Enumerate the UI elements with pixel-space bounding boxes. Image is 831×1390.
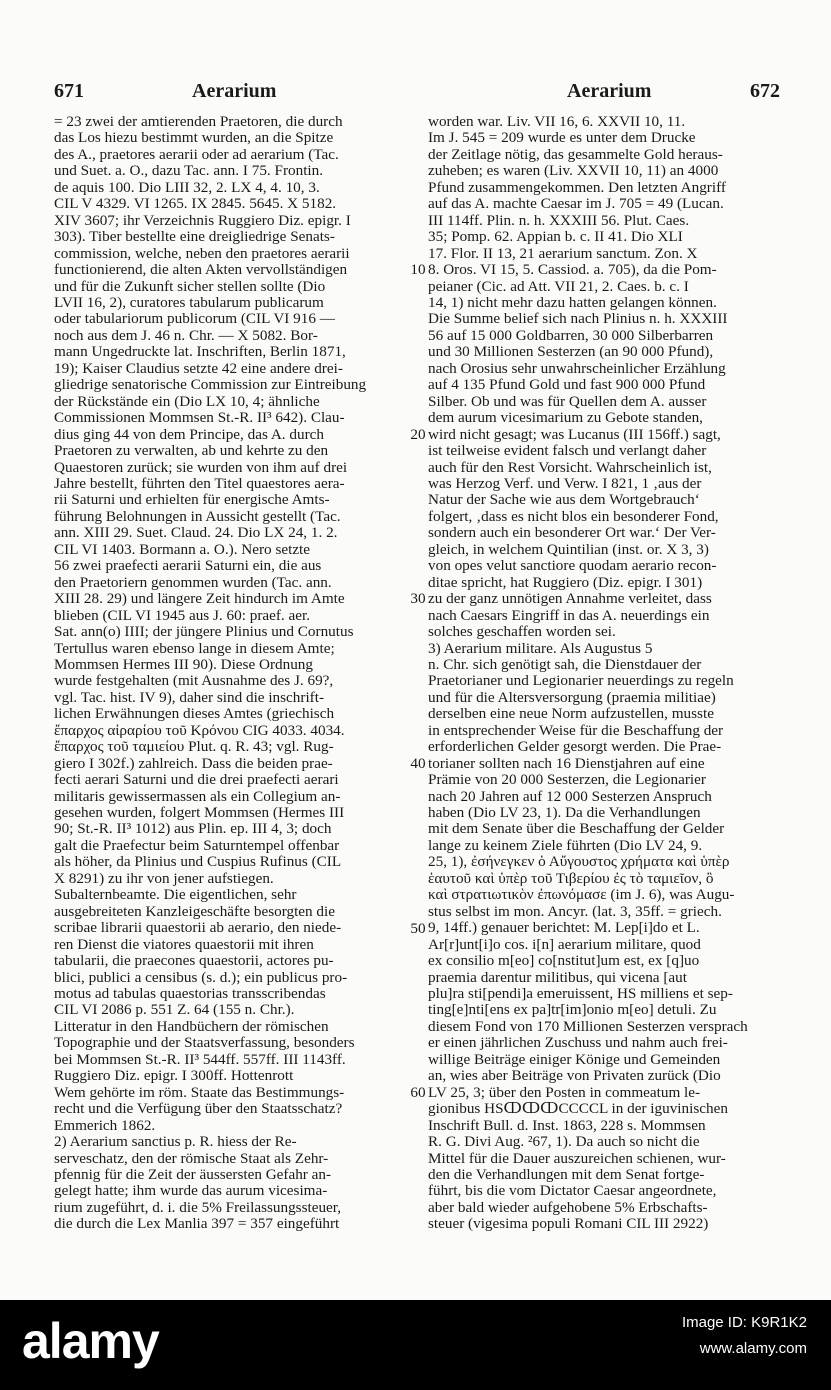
text-line: was Herzog Verf. und Verw. I 821, 1 ‚aus der <box>428 474 702 492</box>
text-line: gesehen wurden, folgert Mommsen (Hermes III <box>54 804 345 822</box>
text-line: commission, welche, neben den praetores aerarii <box>54 244 350 262</box>
text-line: praemia darentur militibus, qui vicena [aut <box>428 968 687 986</box>
text-line: motus ad tabulas quaestorias transscribendas <box>54 985 326 1003</box>
running-title-left: Aerarium <box>192 80 277 102</box>
right-text-column <box>428 114 784 1233</box>
text-line: 17. Flor. II 13, 21 aerarium sanctum. Zon. X <box>428 244 698 262</box>
text-line: worden war. Liv. VII 16, 6. XXVII 10, 11. <box>428 113 686 130</box>
text-line: 35; Pomp. 62. Appian b. c. II 41. Dio XLI <box>428 228 683 246</box>
text-line: als höher, da Plinius und Cuspius Rufinus (CIL <box>54 853 342 871</box>
text-line: noch aus dem J. 46 n. Chr. — X 5082. Bor- <box>54 326 318 344</box>
text-line: der Rückstände ein (Dio LX 10, 4; ähnliche <box>54 392 320 410</box>
text-line: 9, 14ff.) genauer berichtet: M. Lep[i]do et L. <box>428 919 700 937</box>
text-line: functionierend, die alten Akten vervollständigen <box>54 261 348 279</box>
line-number: 30 <box>410 590 426 608</box>
page-header <box>54 80 780 106</box>
image-id-text: Image ID: K9R1K2 <box>681 1314 807 1331</box>
text-line: rii Saturni und erhielten für energische Amts- <box>54 491 330 509</box>
text-line: wird nicht gesagt; was Lucanus (III 156ff.) sagt, <box>428 425 721 443</box>
text-line: Quaestoren zurück; sie wurden von ihm auf drei <box>54 458 348 476</box>
text-line: gelegt hatte; ihm wurde das aurum vicesima- <box>54 1182 328 1200</box>
text-line: solches geschaffen worden sei. <box>428 623 616 641</box>
text-line: derselben eine neue Norm aufzustellen, musste <box>428 705 714 723</box>
text-line: ren Dienst die viatores quaestorii mit ihren <box>54 935 314 953</box>
text-line: führt, bis die vom Dictator Caesar angeordnete, <box>428 1182 717 1200</box>
text-line: ditae spricht, hat Ruggiero (Diz. epigr. I 301) <box>428 573 703 591</box>
text-line: Sat. ann(o) IIII; der jüngere Plinius und Cornutus <box>54 623 354 641</box>
text-line: den die Verhandlungen mit dem Senat fortge- <box>428 1166 705 1183</box>
text-line: III 114ff. Plin. n. h. XXXIII 56. Plut. Caes. <box>428 211 690 229</box>
text-line: 19); Kaiser Claudius setzte 42 eine andere drei- <box>54 359 343 377</box>
text-line: LV 25, 3; über den Posten in commeatum le- <box>428 1083 701 1101</box>
text-line: Prämie von 20 000 Sesterzen, die Legionarier <box>428 771 706 789</box>
text-line: Silber. Ob und was für Quellen dem A. ausser <box>428 392 707 410</box>
text-line: 56 zwei praefecti aerarii Saturni ein, die aus <box>54 557 322 575</box>
text-line: Subalternbeamte. Die eigentlichen, sehr <box>54 886 297 904</box>
text-line: Topographie und der Staatsverfassung, besonders <box>54 1034 355 1052</box>
text-line: Commissionen Mommsen St.-R. II³ 642). Clau- <box>54 409 345 427</box>
text-line: ex consilio m[eo] co[nstitut]um est, ex [q]uo <box>428 952 700 970</box>
text-line: Pfund zusammengekommen. Den letzten Angriff <box>428 178 726 196</box>
line-number: 20 <box>410 425 426 443</box>
text-line: 56 auf 15 000 Goldbarren, 30 000 Silberbarren <box>428 326 714 344</box>
text-line: blici, publici a censibus (s. d.); ein publicus pro- <box>54 968 348 986</box>
text-line: torianer sollten nach 16 Dienstjahren auf eine <box>428 754 705 772</box>
text-line: Praetorianer und Legionarier neuerdings zu regeln <box>428 672 734 690</box>
text-line: gliedrige senatorische Commission zur Eintreibung <box>54 376 367 394</box>
text-line: wurde festgehalten (mit Ausnahme des J. 69?, <box>54 672 334 690</box>
text-line: dius ging 44 von dem Principe, das A. durch <box>54 425 324 443</box>
line-number: 50 <box>410 919 426 937</box>
alamy-logo: alamy <box>22 1313 159 1369</box>
text-line: fecti aerari Saturni und die drei praefecti aerari <box>54 771 339 789</box>
text-line: dem aurum vicesimarium zu Gebote standen, <box>428 409 703 427</box>
text-line: Jahre bestellt, führten den Titel quaestores aera- <box>54 474 345 492</box>
text-line: Litteratur in den Handbüchern der römischen <box>54 1017 329 1035</box>
text-line: Praetoren zu verwalten, ab und kehrte zu den <box>54 442 329 460</box>
text-line: an, wies aber Beiträge von Privaten zurück (Dio <box>428 1067 721 1085</box>
text-line: plu]ra sti[pendi]a emeruissent, HS milliens et sep- <box>428 985 733 1003</box>
text-line: und für die Altersversorgung (praemia militiae) <box>428 688 716 706</box>
text-line: ausgebreiteten Kanzleigeschäfte besorgten die <box>54 902 335 920</box>
text-line: galt die Praefectur beim Saturntempel offenbar <box>54 836 340 854</box>
text-line: XIV 3607; ihr Verzeichnis Ruggiero Diz. epigr. I <box>54 211 351 229</box>
page-number-left: 671 <box>54 80 84 102</box>
text-line: recht und die Verfügung über den Staatsschatz? <box>54 1100 343 1118</box>
text-line: das Los hiezu bestimmt wurden, an die Spitze <box>54 129 334 147</box>
text-line: in entsprechender Weise für die Beschaffung der <box>428 721 724 739</box>
line-number: 10 <box>410 261 426 279</box>
text-line: Ar[r]unt[i]o cos. i[n] aerarium militare, quod <box>428 935 701 953</box>
text-line: pfennig für die Zeit der äussersten Gefahr an- <box>54 1166 332 1183</box>
text-line: 14, 1) nicht mehr dazu hatten gelangen können. <box>428 293 717 311</box>
text-line: rium zugeführt, d. i. die 5% Freilassungssteuer, <box>54 1198 342 1216</box>
text-line: von opes velut sanctiore quodam aerario recon- <box>428 557 717 575</box>
text-line: mit dem Senate über die Beschaffung der Gelder <box>428 820 725 838</box>
text-line: gionibus HSↀↀↀCCCCL in der iguvinischen <box>428 1100 728 1118</box>
watermark-banner <box>0 1300 831 1390</box>
text-line: n. Chr. sich genötigt sah, die Dienstdauer der <box>428 655 702 673</box>
text-line: den Praetoriern genommen wurden (Tac. ann. <box>54 573 332 591</box>
text-line: aber bald wieder aufgehobene 5% Erbschafts- <box>428 1198 708 1216</box>
text-line: zuheben; es waren (Liv. XXVII 10, 11) an 4000 <box>428 162 719 180</box>
text-line: de aquis 100. Dio LIII 32, 2. LX 4, 4. 10, 3. <box>54 178 320 196</box>
text-line: der Zeitlage nötig, das gesammelte Gold heraus- <box>428 145 723 163</box>
text-line: zu der ganz unnötigen Annahme verleitet, dass <box>428 590 712 608</box>
text-line: ist teilweise evident falsch und verlangt daher <box>428 442 707 460</box>
text-line: giero I 302f.) zahlreich. Dass die beiden prae- <box>54 754 333 772</box>
text-line: militaris gewissermassen als ein Collegium an- <box>54 787 341 805</box>
text-line: R. G. Divi Aug. ²67, 1). Da auch so nicht die <box>428 1133 700 1151</box>
text-line: Ruggiero Diz. epigr. I 300ff. Hottenrott <box>54 1067 294 1085</box>
text-line: serveschatz, den der römische Staat als Zehr- <box>54 1149 329 1167</box>
text-line: ἔπαρχος αἰραρίου τοῦ Κρόνου CIG 4033. 4034. <box>54 721 345 739</box>
text-line: 90; St.-R. II³ 1012) aus Plin. ep. III 4, 3; doch <box>54 820 332 838</box>
text-line: und 30 Millionen Sesterzen (an 90 000 Pfund), <box>428 343 714 361</box>
text-line: haben (Dio LV 23, 1). Da die Verhandlungen <box>428 804 701 822</box>
text-line: Die Summe belief sich nach Plinius n. h. XXXIII <box>428 310 728 328</box>
text-line: CIL V 4329. VI 1265. IX 2845. 5645. X 5182. <box>54 195 337 213</box>
text-line: X 8291) zu ihr von jener aufstiegen. <box>54 869 274 887</box>
text-line: nach Orosius sehr unwahrscheinlicher Erzählung <box>428 359 726 377</box>
text-line: stus selbst im mon. Ancyr. (lat. 3, 35ff. = griech. <box>428 902 722 920</box>
text-line: ting[e]nti[ens ex pa]tr[im]onio m[eo] detuli. Zu <box>428 1001 717 1019</box>
text-line: mann Ungedruckte lat. Inschriften, Berlin 1871, <box>54 343 346 361</box>
text-line: ἔπαρχος τοῦ ταμιείου Plut. q. R. 43; vgl. Rug- <box>54 738 334 756</box>
left-text-column <box>54 114 416 1233</box>
text-line: steuer (vigesima populi Romani CIL III 2922) <box>428 1215 709 1233</box>
text-line: ann. XIII 29. Suet. Claud. 24. Dio LX 24, 1. 2. <box>54 524 338 542</box>
text-line: vgl. Tac. hist. IV 9), daher sind die inschrift- <box>54 688 325 706</box>
watermark-url: www.alamy.com <box>699 1340 807 1357</box>
text-line: CIL VI 1403. Bormann a. O.). Nero setzte <box>54 540 311 558</box>
text-line: CIL VI 2086 p. 551 Z. 64 (155 n. Chr.). <box>54 1001 295 1019</box>
text-line: und für die Zukunft sicher stellen sollte (Dio <box>54 277 326 295</box>
text-line: peianer (Cic. ad Att. VII 21, 2. Caes. b. c. I <box>428 277 689 295</box>
text-line: sondern auch ein besonderer Ort war.‘ Der Ver- <box>428 524 716 542</box>
text-line: nach Caesars Eingriff in das A. neuerdings ein <box>428 606 710 624</box>
text-line: Mommsen Hermes III 90). Diese Ordnung <box>54 655 313 673</box>
line-number: 40 <box>410 754 426 772</box>
text-line: er einen jährlichen Zuschuss und nahm auch frei- <box>428 1034 728 1052</box>
text-line: nach 20 Jahren auf 12 000 Sesterzen Anspruch <box>428 787 712 805</box>
line-number: 60 <box>410 1084 426 1102</box>
text-line: und Suet. a. O., dazu Tac. ann. I 75. Frontin. <box>54 162 324 180</box>
text-line: auf 4 135 Pfund Gold und fast 900 000 Pfund <box>428 376 706 394</box>
text-line: 2) Aerarium sanctius p. R. hiess der Re- <box>54 1133 297 1151</box>
running-title-right: Aerarium <box>567 80 652 102</box>
text-line: auch für den Rest Vorsicht. Wahrscheinlich ist, <box>428 458 712 476</box>
text-line: blieben (CIL VI 1945 aus J. 60: praef. aer. <box>54 606 311 624</box>
text-line: Im J. 545 = 209 wurde es unter dem Drucke <box>428 129 696 147</box>
text-line: erforderlichen Gelder gesorgt werden. Die Prae- <box>428 738 722 756</box>
text-line: = 23 zwei der amtierenden Praetoren, die durch <box>54 113 343 130</box>
text-line: bei Mommsen St.-R. II³ 544ff. 557ff. III 1143ff. <box>54 1050 346 1068</box>
text-line: 8. Oros. VI 15, 5. Cassiod. a. 705), da die Pom- <box>428 261 717 279</box>
text-line: Inschrift Bull. d. Inst. 1863, 228 s. Mommsen <box>428 1116 706 1134</box>
text-line: Natur der Sache wie aus dem Wortgebrauch‘ <box>428 491 700 509</box>
text-line: Emmerich 1862. <box>54 1116 156 1134</box>
text-line: 25, 1), ἐσήνεγκεν ὁ Αὔγουστος χρήματα καὶ ὑπὲρ <box>428 853 730 871</box>
text-line: diesem Fond von 170 Millionen Sesterzen versprach <box>428 1017 748 1035</box>
text-line: LVII 16, 2), curatores tabularum publicarum <box>54 293 324 311</box>
text-line: oder tabulariorum publicorum (CIL VI 916 — <box>54 310 335 328</box>
text-line: καὶ στρατιωτικὸν ἐπωνόμασε (im J. 6), was Augu- <box>428 886 735 904</box>
text-line: lange zu keinem Ziele führten (Dio LV 24, 9. <box>428 836 703 854</box>
page-number-right: 672 <box>750 80 780 102</box>
text-line: führung Belohnungen in Aussicht gestellt (Tac. <box>54 507 341 525</box>
text-line: lichen Erwähnungen dieses Amtes (griechisch <box>54 705 335 723</box>
text-line: tabularii, die praecones quaestorii, actores pu- <box>54 952 334 970</box>
text-line: folgert, ‚dass es nicht blos ein besonderer Fond, <box>428 507 719 525</box>
text-line: Tertullus waren ebenso lange in diesem Amte; <box>54 639 335 657</box>
text-line: Mittel für die Dauer auszureichen schienen, wur- <box>428 1149 726 1167</box>
text-line: auf das A. machte Caesar im J. 705 = 49 (Lucan. <box>428 195 724 213</box>
text-line: des A., praetores aerarii oder ad aerarium (Tac. <box>54 145 339 163</box>
text-line: Wem gehörte im röm. Staate das Bestimmungs- <box>54 1083 345 1101</box>
text-line: 3) Aerarium militare. Als Augustus 5 <box>428 639 653 657</box>
text-line: 303). Tiber bestellte eine dreigliedrige Senats- <box>54 228 335 246</box>
text-line: gleich, in welchem Quintilian (inst. or. X 3, 3) <box>428 540 709 558</box>
text-line: ἑαυτοῦ καὶ ὑπὲρ τοῦ Τιβερίου ἐς τὸ ταμιεῖον, ὃ <box>428 869 714 887</box>
text-line: willige Beiträge einiger Könige und Gemeinden <box>428 1050 721 1068</box>
text-line: die durch die Lex Manlia 397 = 357 eingeführt <box>54 1215 340 1233</box>
text-line: scribae librarii quaestorii ab aerario, den niede- <box>54 919 342 937</box>
text-line: XIII 28. 29) und längere Zeit hindurch im Amte <box>54 590 345 608</box>
